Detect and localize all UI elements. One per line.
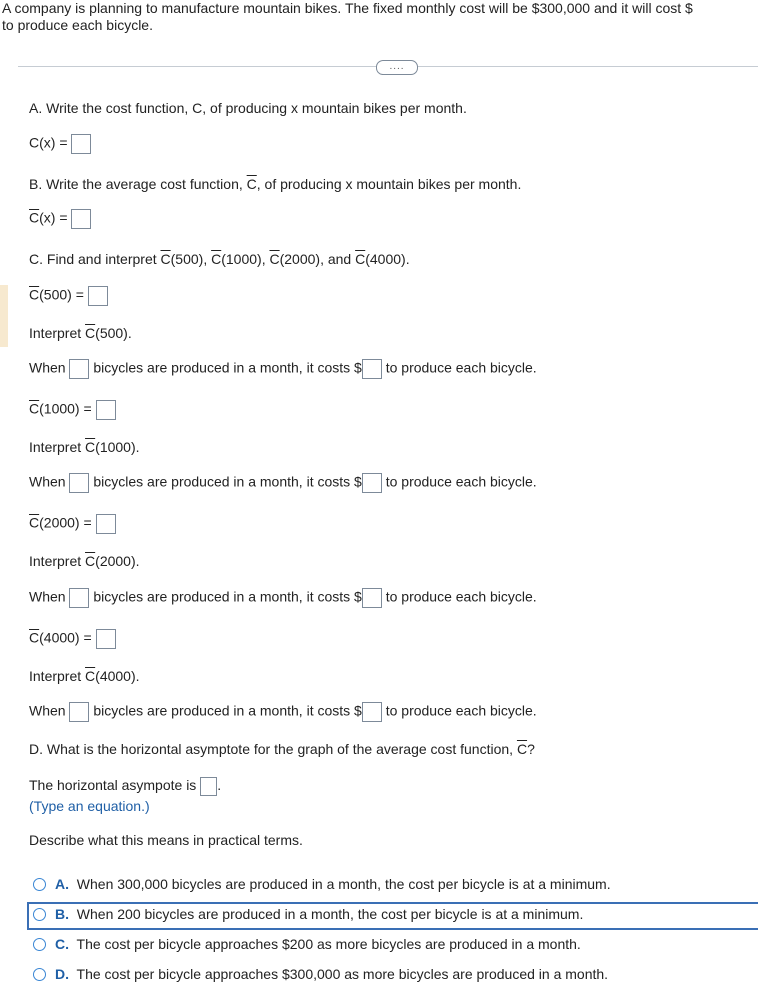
cost-function-input[interactable]: [71, 134, 91, 154]
cbar-4000-input[interactable]: [96, 629, 116, 649]
problem-text-line2: to produce each bicycle.: [2, 17, 153, 33]
part-a-prompt: A. Write the cost function, C, of producing x mountain bikes per month.: [29, 100, 467, 116]
interpret-2000-label: Interpret $\overline{C}(2000)$.: [29, 553, 140, 569]
option-b[interactable]: B. When 200 bicycles are produced in a month, the cost per bicycle is at a minimum.: [55, 906, 584, 922]
asymptote-row: The horizontal asympote is .: [29, 777, 221, 796]
problem-text-line1: A company is planning to manufacture mountain bikes. The fixed monthly cost will be $300,000 and it will cost $: [2, 0, 693, 16]
interpret-500-label: Interpret $\overline{C}(500)$.: [29, 325, 132, 341]
cbar-500-row: $\overline{C}(500)$ =: [29, 286, 108, 306]
bicycles-2000-input[interactable]: [69, 588, 89, 608]
cbar-1000-row: $\overline{C}(1000)$ =: [29, 400, 116, 420]
option-d-radio[interactable]: [33, 968, 46, 981]
cbar-500-input[interactable]: [88, 286, 108, 306]
part-a-row: [29, 134, 91, 154]
part-b-row: $\overline{C}(x)$ =: [29, 209, 91, 229]
option-a-radio[interactable]: [33, 878, 46, 891]
bicycles-500-input[interactable]: [69, 359, 89, 379]
option-c-radio[interactable]: [33, 938, 46, 951]
interpret-4000-row: When bicycles are produced in a month, it costs $ to produce each bicycle.: [29, 702, 537, 722]
bicycles-4000-input[interactable]: [69, 702, 89, 722]
interpret-1000-row: When bicycles are produced in a month, it costs $ to produce each bicycle.: [29, 473, 537, 493]
cost-1000-input[interactable]: [362, 473, 382, 493]
interpret-2000-row: When bicycles are produced in a month, it costs $ to produce each bicycle.: [29, 588, 537, 608]
cbar-2000-input[interactable]: [96, 514, 116, 534]
option-b-radio[interactable]: [33, 908, 46, 921]
interpret-1000-label: Interpret $\overline{C}(1000)$.: [29, 439, 140, 455]
cbar-1000-input[interactable]: [96, 400, 116, 420]
cbar-2000-row: $\overline{C}(2000)$ =: [29, 514, 116, 534]
interpret-4000-label: Interpret $\overline{C}(4000)$.: [29, 668, 140, 684]
sidebar-marker: [0, 285, 8, 347]
bicycles-1000-input[interactable]: [69, 473, 89, 493]
more-button[interactable]: ....: [376, 60, 418, 75]
describe-prompt: Describe what this means in practical terms.: [29, 832, 303, 848]
cost-2000-input[interactable]: [362, 588, 382, 608]
part-b-prompt: B. Write the average cost function, $\overline{C}$, of producing x mountain bikes per month.: [29, 176, 522, 192]
part-d-prompt: D. What is the horizontal asymptote for the graph of the average cost function, $\overline{C}$?: [29, 741, 535, 757]
option-a[interactable]: A. When 300,000 bicycles are produced in a month, the cost per bicycle is at a minimum.: [55, 876, 611, 892]
cost-500-input[interactable]: [362, 359, 382, 379]
avg-cost-function-input[interactable]: [71, 209, 91, 229]
cost-function-label: C(x) =: [29, 134, 68, 151]
avg-cost-function-label: (x) =: [39, 209, 68, 226]
type-equation-hint: (Type an equation.): [29, 798, 150, 814]
cost-4000-input[interactable]: [362, 702, 382, 722]
cbar-4000-row: $\overline{C}(4000)$ =: [29, 629, 116, 649]
option-c[interactable]: C. The cost per bicycle approaches $200 as more bicycles are produced in a month.: [55, 936, 581, 952]
asymptote-input[interactable]: [200, 777, 217, 796]
option-d[interactable]: D. The cost per bicycle approaches $300,000 as more bicycles are produced in a month.: [55, 966, 609, 982]
interpret-500-row: When bicycles are produced in a month, it costs $ to produce each bicycle.: [29, 359, 537, 379]
part-c-prompt: C. Find and interpret $\overline{C}(500)$, $\overline{C}(1000)$, $\overline{C}(2000)$, and $\overline{C}(4000)$.: [29, 251, 410, 267]
